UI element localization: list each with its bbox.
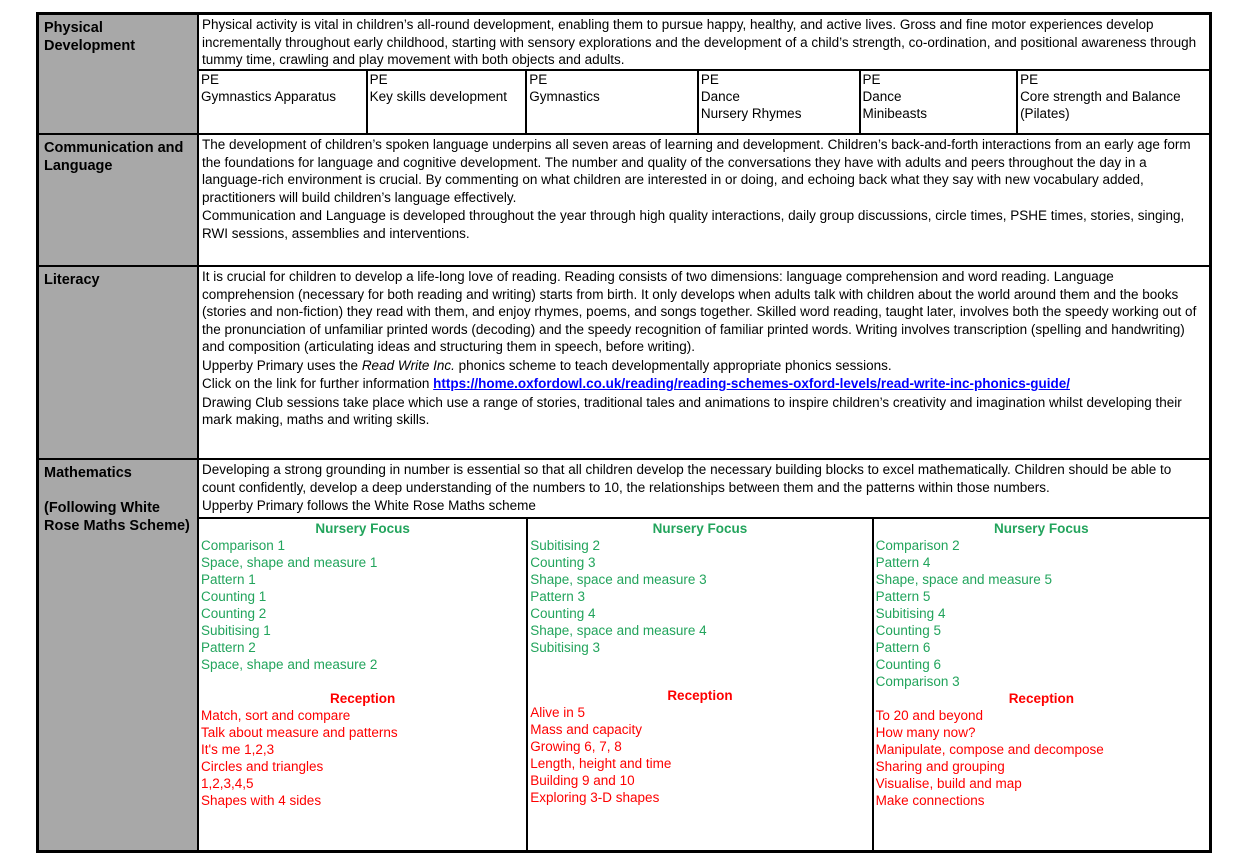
list-item: Circles and triangles bbox=[201, 758, 324, 774]
list-item: Shape, space and measure 3 bbox=[530, 571, 707, 587]
table-row bbox=[39, 15, 1209, 133]
pe-unit: Core strength and Balance (Pilates) bbox=[1020, 88, 1181, 121]
list-item: Subitising 4 bbox=[875, 605, 946, 621]
literacy-link-line bbox=[199, 374, 1209, 393]
nursery-focus-heading: Nursery Focus bbox=[652, 520, 748, 536]
pe-label: PE bbox=[369, 71, 388, 87]
pe-unit: Dance bbox=[700, 88, 740, 104]
list-item: Comparison 2 bbox=[875, 537, 960, 553]
physical-development-paragraph: Physical activity is vital in children’s all-round development, enabling them to pursue happy, healthy, and active lives. Gross and fine motor experiences develop incrementally throughout early childhood, starting with sensory explorations and the development of a child’s strength, co-ordination, and positional awareness through tummy time, crawling and play movement with both objects and adults. bbox=[202, 17, 1197, 67]
curriculum-table bbox=[36, 12, 1212, 853]
pe-label: PE bbox=[862, 71, 881, 87]
list-item: Match, sort and compare bbox=[201, 707, 351, 723]
list-item: Pattern 3 bbox=[530, 588, 586, 604]
list-item: Shape, space and measure 4 bbox=[530, 622, 707, 638]
row-header-mathematics bbox=[39, 460, 199, 850]
pe-unit: Nursery Rhymes bbox=[700, 105, 802, 121]
pe-label: PE bbox=[1020, 71, 1039, 87]
list-item: Growing 6, 7, 8 bbox=[530, 738, 622, 754]
list-item: To 20 and beyond bbox=[875, 707, 983, 723]
list-item: Sharing and grouping bbox=[875, 758, 1005, 774]
list-item: Subitising 1 bbox=[201, 622, 271, 638]
row-header-physical-development: Physical Development bbox=[39, 15, 199, 133]
pe-cell bbox=[1018, 71, 1209, 134]
pe-label: PE bbox=[201, 71, 220, 87]
list-item: Space, shape and measure 2 bbox=[201, 656, 378, 672]
nursery-focus-heading: Nursery Focus bbox=[994, 520, 1089, 536]
math-column bbox=[528, 519, 873, 851]
list-item: It's me 1,2,3 bbox=[201, 741, 275, 757]
table-row bbox=[39, 265, 1209, 458]
pe-cell bbox=[699, 71, 861, 134]
list-item: Counting 6 bbox=[875, 656, 941, 672]
list-item: Pattern 5 bbox=[875, 588, 931, 604]
pe-label: PE bbox=[700, 71, 719, 87]
list-item: Pattern 2 bbox=[201, 639, 256, 655]
list-item: Comparison 3 bbox=[875, 673, 960, 689]
pe-unit: Minibeasts bbox=[862, 105, 928, 121]
list-item: Talk about measure and patterns bbox=[201, 724, 398, 740]
list-item: Alive in 5 bbox=[530, 704, 586, 720]
math-column bbox=[874, 519, 1209, 851]
list-item: 1,2,3,4,5 bbox=[201, 775, 254, 791]
list-item: Counting 2 bbox=[201, 605, 267, 621]
list-item: Counting 5 bbox=[875, 622, 941, 638]
list-item: Visualise, build and map bbox=[875, 775, 1022, 791]
nursery-focus-heading: Nursery Focus bbox=[315, 520, 410, 536]
literacy-paragraph: It is crucial for children to develop a life-long love of reading. Reading consists of two dimensions: language comprehension and word reading. Language comprehension (necessary for both reading and writing) starts from birth. It only develops when adults talk with children about the world around them and the books (stories and non-fiction) they read with them, and enjoy rhymes, poems, and songs together. Skilled word reading, taught later, involves both the speedy working out of the pronunciation of unfamiliar printed words (decoding) and the speedy recognition of familiar printed words. Writing involves transcription (spelling and handwriting) and composition (articulating ideas and structuring them in speech, before writing). bbox=[202, 269, 1197, 354]
list-item: Make connections bbox=[875, 792, 985, 808]
rwi-line-prefix: Upperby Primary uses the bbox=[202, 357, 362, 373]
mathematics-header-title: Mathematics bbox=[44, 465, 132, 481]
spacer bbox=[530, 656, 869, 687]
list-item: Pattern 1 bbox=[201, 571, 256, 587]
list-item: Space, shape and measure 1 bbox=[201, 554, 378, 570]
pe-cell bbox=[527, 71, 699, 134]
pe-cell bbox=[861, 71, 1019, 134]
math-column bbox=[199, 519, 528, 851]
literacy-rwi-line bbox=[199, 356, 1209, 375]
mathematics-header-subtitle: (Following White Rose Maths Scheme) bbox=[44, 500, 190, 535]
communication-paragraph: Communication and Language is developed throughout the year through high quality interactions, daily group discussions, circle times, PSHE times, stories, singing, RWI sessions, assemblies and interventions. bbox=[202, 208, 1185, 241]
pe-label: PE bbox=[529, 71, 548, 87]
pe-unit: Dance bbox=[862, 88, 902, 104]
list-item: Pattern 4 bbox=[875, 554, 931, 570]
pe-cell bbox=[368, 71, 528, 134]
list-item: Mass and capacity bbox=[530, 721, 643, 737]
pe-cell bbox=[199, 71, 368, 134]
list-item: Counting 3 bbox=[530, 554, 596, 570]
rwi-line-suffix: phonics scheme to teach developmentally appropriate phonics sessions. bbox=[454, 357, 892, 373]
rwi-scheme-name: Read Write Inc. bbox=[361, 357, 455, 373]
communication-paragraph: The development of children’s spoken language underpins all seven areas of learning and development. Children’s back-and-forth interactions from an early age form the foundations for language and cognitive development. The number and quality of the conversations they have with adults and peers throughout the day in a language-rich environment is crucial. By commenting on what children are interested in or doing, and echoing back what they say with new vocabulary added, practitioners will build children’s language effectively. bbox=[202, 137, 1191, 205]
pe-unit: Gymnastics Apparatus bbox=[201, 88, 337, 104]
row-header-literacy: Literacy bbox=[39, 267, 199, 458]
list-item: Shape, space and measure 5 bbox=[875, 571, 1053, 587]
mathematics-scheme-line: Upperby Primary follows the White Rose Maths scheme bbox=[202, 498, 536, 513]
list-item: Manipulate, compose and decompose bbox=[875, 741, 1104, 757]
list-item: Pattern 6 bbox=[875, 639, 931, 655]
list-item: Building 9 and 10 bbox=[530, 772, 635, 788]
row-header-communication-language: Communication and Language bbox=[39, 135, 199, 265]
list-item: Shapes with 4 sides bbox=[201, 792, 322, 808]
maths-focus-table bbox=[199, 517, 1209, 851]
list-item: Subitising 3 bbox=[530, 639, 601, 655]
table-row bbox=[39, 133, 1209, 265]
pe-schedule-table bbox=[199, 69, 1209, 134]
list-item: Counting 4 bbox=[530, 605, 596, 621]
spacer bbox=[201, 673, 524, 690]
mathematics-paragraph: Developing a strong grounding in number is essential so that all children develop the necessary building blocks to excel mathematically. Children should be able to count confidently, develop a deep understanding of the numbers to 10, the relationships between them and the patterns within those numbers. bbox=[202, 462, 1172, 495]
list-item: Exploring 3-D shapes bbox=[530, 789, 660, 805]
list-item: How many now? bbox=[875, 724, 976, 740]
link-line-prefix: Click on the link for further information bbox=[202, 376, 434, 391]
literacy-drawing-club-paragraph: Drawing Club sessions take place which use a range of stories, traditional tales and animations to inspire children’s creativity and imagination whilst developing their mark making, maths and writing skills. bbox=[202, 394, 1182, 427]
reception-heading: Reception bbox=[667, 687, 733, 703]
pe-unit: Gymnastics bbox=[529, 88, 600, 104]
list-item: Length, height and time bbox=[530, 755, 672, 771]
oxford-owl-phonics-link[interactable]: https://home.oxfordowl.co.uk/reading/reading-schemes-oxford-levels/read-write-inc-phonics-guide/ bbox=[433, 376, 1070, 391]
reception-heading: Reception bbox=[1008, 690, 1074, 706]
list-item: Subitising 2 bbox=[530, 537, 601, 553]
list-item: Comparison 1 bbox=[201, 537, 286, 553]
reception-heading: Reception bbox=[329, 690, 396, 706]
list-item: Counting 1 bbox=[201, 588, 267, 604]
pe-unit: Key skills development bbox=[369, 88, 507, 104]
table-row bbox=[39, 458, 1209, 850]
